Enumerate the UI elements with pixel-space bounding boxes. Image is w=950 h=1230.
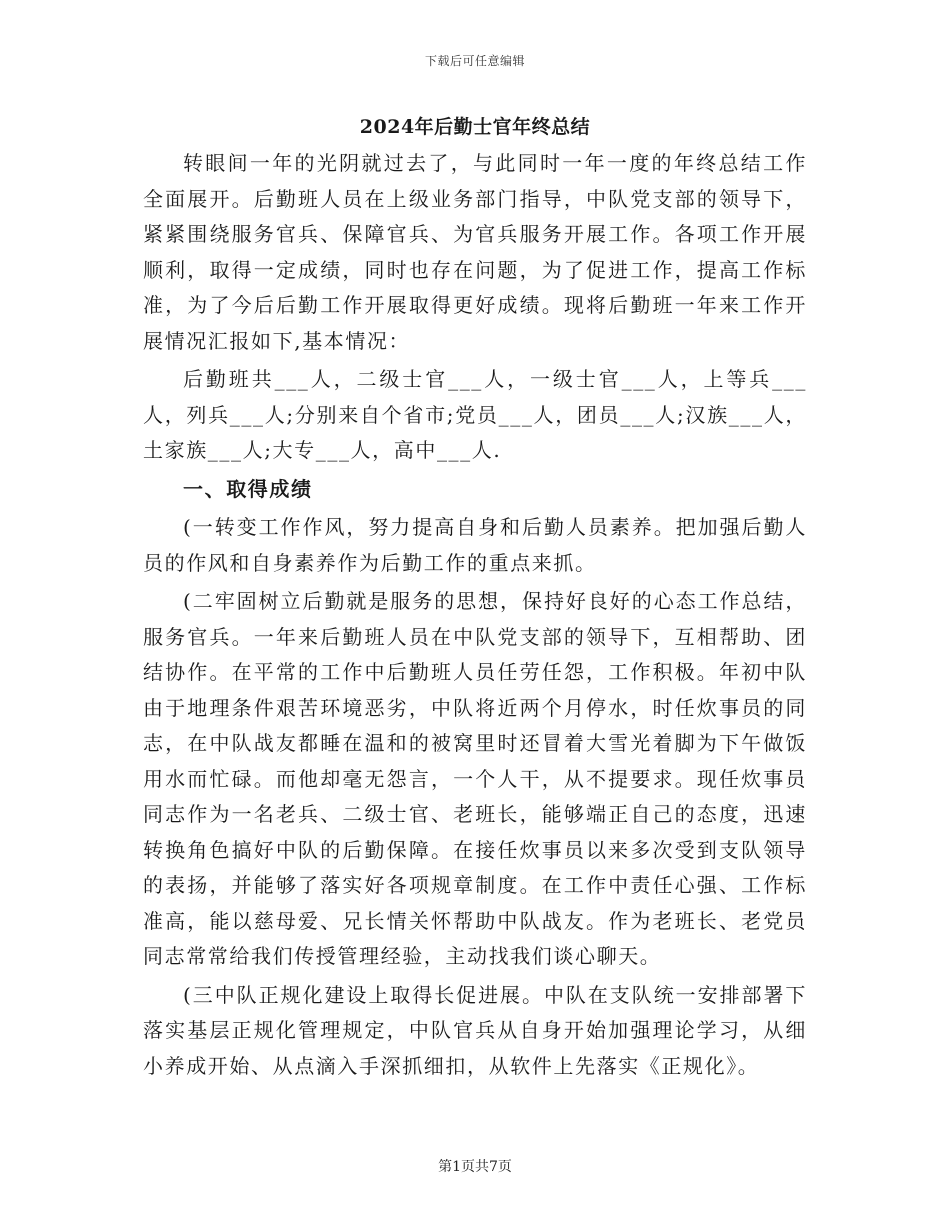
paragraph-intro: 转眼间一年的光阴就过去了，与此同时一年一度的年终总结工作全面展开。后勤班人员在上级业务部门指导，中队党支部的领导下，紧紧围绕服务官兵、保障官兵、为官兵服务开展工作。各项工作开展顺利，取得一定成绩，同时也存在问题，为了促进工作，提高工作标准，为了今后后勤工作开展取得更好成绩。现将后勤班一年来工作开展情况汇报如下,基本情况： bbox=[143, 151, 807, 353]
section-heading-achievements: 一、取得成绩 bbox=[183, 476, 313, 501]
paragraph-basic-info: 后勤班共___人，二级士官___人，一级士官___人，上等兵___人，列兵___人;分别来自个省市;党员___人，团员___人;汉族___人，土家族___人;大专___人，高中___人. bbox=[143, 367, 807, 462]
paragraph-item-3: (三中队正规化建设上取得长促进展。中队在支队统一安排部署下落实基层正规化管理规定，中队官兵从自身开始加强理论学习，从细小养成开始、从点滴入手深抓细扣，从软件上先落实《正规化》。 bbox=[143, 982, 807, 1078]
paragraph-item-2: (二牢固树立后勤就是服务的思想，保持好良好的心态工作总结，服务官兵。一年来后勤班人员在中队党支部的领导下，互相帮助、团结协作。在平常的工作中后勤班人员任劳任怨，工作积极。年初中队由于地理条件艰苦环境恶劣，中队将近两个月停水，时任炊事员的同志，在中队战友都睡在温和的被窝里时还冒着大雪光着脚为下午做饭用水而忙碌。而他却毫无怨言，一个人干，从不提要求。现任炊事员同志作为一名老兵、二级士官、老班长，能够端正自己的态度，迅速转换角色搞好中队的后勤保障。在接任炊事员以来多次受到支队领导的表扬，并能够了落实好各项规章制度。在工作中责任心强、工作标准高，能以慈母爱、兄长情关怀帮助中队战友。作为老班长、老党员同志常常给我们传授管理经验，主动找我们谈心聊天。 bbox=[143, 589, 807, 968]
document-body bbox=[143, 146, 807, 1087]
page-indicator: 第1页共7页 bbox=[438, 1159, 512, 1175]
paragraph-item-1: (一转变工作作风，努力提高自身和后勤人员素养。把加强后勤人员的作风和自身素养作为后勤工作的重点来抓。 bbox=[143, 515, 807, 575]
document-title: 2024年后勤士官年终总结 bbox=[359, 116, 591, 138]
header-note: 下载后可任意编辑 bbox=[424, 54, 525, 68]
